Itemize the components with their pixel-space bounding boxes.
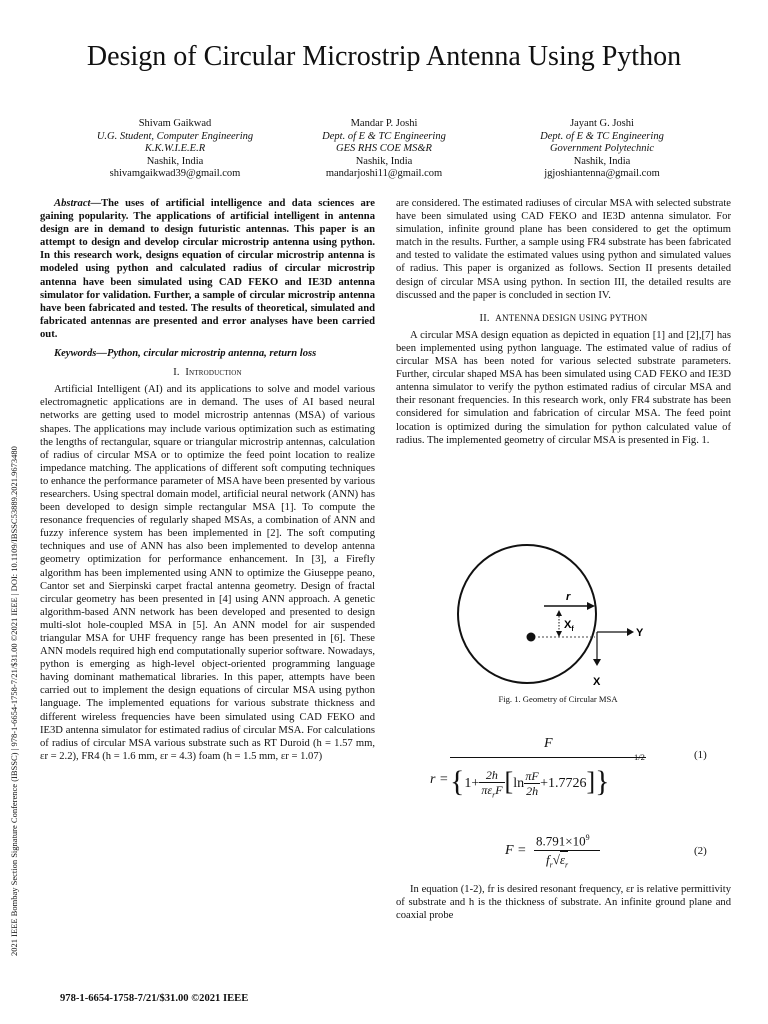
eq1-number: (1): [694, 749, 707, 761]
author-block-2: [264, 118, 504, 181]
radius-arrowhead: [587, 602, 595, 610]
section-title: ANTENNA DESIGN USING PYTHON: [495, 312, 648, 323]
eq2-exponent: 9: [585, 833, 590, 842]
design-paragraph: A circular MSA design equation as depicted in equation [1] and [2],[7] has been implemented using python language. The estimated value of radius of circular MSA has been noted for various selected substrate parameters. Further, circular shaped MSA has been simulated using CAD FEKO and IE3D antenna simulator to verify the python estimated radius of circular MSA and their resonant frequencies. In this research work, only FR4 substrate has been considered for simulation and fabrication of circular MSA. The feed point location is optimized during the simulation for python calculated value of radius. The implemented geometry of circular MSA is presented in Fig. 1.: [396, 329, 731, 446]
eq1-fraction-bar: [450, 757, 646, 758]
eq2-number: (2): [694, 845, 707, 857]
section-number: II.: [479, 312, 490, 324]
author-email[interactable]: jgjoshiantenna@gmail.com: [544, 168, 660, 180]
keywords: [40, 347, 375, 360]
intro-continued: are considered. The estimated radiuses of circular MSA with selected substrate have been simulated using CAD FEKO and IE3D antenna simulator. For simulation, infinite ground plane has been considered to get the optimum match in the results. Further, a sample using FR4 substrate has been fabricated and tested to validate the estimated values using python and simulated values of radius. This paper is organized as follows. Section II presents detailed design of circular MSA using python. In section III, the detailed results are discussed and the paper is concluded in section IV.: [396, 198, 731, 301]
author-role: Dept. of E & TC Engineering: [540, 130, 664, 142]
eq2-lhs: F =: [505, 843, 527, 858]
author-name: Shivam Gaikwad: [138, 118, 212, 129]
abstract: [40, 197, 375, 341]
eq1-denominator: {1+2h $\pi\varepsilon_rF[\ln\frac{\pi F}{2h}+1.7726]$}: [450, 765, 610, 800]
keywords-text: —Python, circular microstrip antenna, return loss: [96, 348, 317, 360]
label-r: r: [566, 591, 571, 603]
equation-explanation: In equation (1-2), fr is desired resonant frequency, εr is relative permittivity of substrate and h is the thickness of substrate. An infinite ground plane and coaxial probe: [396, 884, 731, 922]
section-heading-2: [396, 312, 731, 325]
author-email[interactable]: mandarjoshi11@gmail.com: [325, 168, 443, 180]
label-x: X: [593, 676, 601, 688]
footer-isbn: 978-1-6654-1758-7/21/$31.00 ©2021 IEEE: [60, 993, 249, 1004]
abstract-text: —The uses of artificial intelligence and data sciences are gaining popularity. The applications of artificial intelligent in antenna design are in demand to design futuristic antennas. This paper is an attempt to design and develop circular microstrip antenna using python. In this research work, designs equation of circular microstrip antenna is modeled using python and calculated radius of circular microstrip antenna have been simulated using CAD FEKO and IE3D antenna simulator for validation. Further, a sample of circular microstrip antenna have been fabricated and tested. The results of theoretical, simulated and fabricated antennas are presented and error analyses have been carried out.: [40, 198, 375, 340]
patch-circle: [458, 545, 596, 683]
author-email[interactable]: shivamgaikwad39@gmail.com: [109, 168, 241, 180]
intro-paragraph: Artificial Intelligent (AI) and its applications to solve and model various electromagnetic applications are in demand. The uses of AI based neural networks are getting used to model microstrip antennas (MSA) of various shapes. The applications may include various optimization such as estimating the lengths of rectangular, square or triangular microstrip antennas, calculation of radius of circular MSA or to optimize the feed point location to realize impedance matching. The applications of different soft computing techniques to enhance the performance parameter of MSA have been presented by various researchers. Using spectral domain model, artificial neural network (ANN) has been developed to design simple rectangular MSA [1]. To compute the resonance frequencies of regularly shaped MSAs, a combination of ANN and fuzzy inference system has been implemented in [2]. The soft computing techniques and use of ANN has also been implemented to develop antenna geometry optimization for performance enhancement. In [3], a Firefly algorithm has been implemented using ANN to optimize the Giuseppe peano, Cantor set and Sierpinski carpet fractal antenna geometry. Design of fractal circular geometry has been presented in [4] using ANN approach. A genetic algorithm-based ANN network has been developed and presented to design multi-slot hole-coupled MSA in [5]. An ANN model for air suspended triangular MSA for UHF frequency range has been presented in [6]. These ANN models required high end computationally superior software. Nowadays, python is emerging as high-level object-oriented programming language having dominant mathematical libraries. In this paper, attempts have been carried out to implement the design equations of circular MSA using python language. The implemented equations for various substrate thickness and different wireless frequencies have been simulated using CAD FEKO and IE3D antenna simulator for estimated radius of circular MSA. For calculations of radius of circular MSA various substrate such as RT Duroid (h = 1.57 mm, εr = 2.2), FR4 (h = 1.6 mm, εr = 4.3) foam (h = 1.5 mm, εr = 1.07): [40, 384, 375, 762]
label-y: Y: [636, 627, 644, 639]
left-column: [40, 197, 375, 763]
author-role: Dept. of E & TC Engineering: [322, 130, 446, 142]
author-block-1: [55, 118, 295, 181]
author-city: Nashik, India: [355, 155, 413, 167]
author-org: Government Polytechnic: [549, 143, 655, 155]
feed-point: [527, 633, 536, 642]
label-xf: $X_f$: [564, 619, 574, 633]
figure-circular-msa: [452, 538, 652, 690]
xf-arrowhead-up: [556, 610, 562, 616]
sidebar-citation: 2021 IEEE Bombay Section Signature Conference (IBSSC) | 978-1-6654-1758-7/21/$31.00 ©2021 IEEE | DOI: 10.1109/IBSSC53889.2021.9673480: [9, 446, 19, 956]
author-name: Mandar P. Joshi: [350, 118, 418, 129]
eq2-numerator: [536, 833, 590, 849]
keywords-label: Keywords: [54, 348, 97, 360]
eq2-mantissa: 8.791×10: [536, 833, 586, 849]
xf-arrowhead-down: [556, 631, 562, 637]
paper-title: Design of Circular Microstrip Antenna Using Python: [86, 41, 682, 72]
x-arrowhead: [593, 659, 601, 666]
author-name: Jayant G. Joshi: [570, 118, 634, 129]
author-org: K.K.W.I.E.E.R: [144, 143, 206, 155]
right-column-top: [396, 197, 731, 447]
abstract-label: Abstract: [54, 198, 91, 209]
author-city: Nashik, India: [146, 155, 204, 167]
author-org: GES RHS COE MS&R: [336, 143, 432, 155]
eq2-denominator: $f_r√\varepsilon_r$: [546, 852, 569, 870]
right-column-bottom: [396, 883, 731, 922]
eq1-lhs: r =: [430, 772, 449, 787]
figure-caption: Fig. 1. Geometry of Circular MSA: [498, 694, 618, 704]
author-city: Nashik, India: [573, 155, 631, 167]
y-arrowhead: [627, 628, 634, 636]
author-block-3: [482, 118, 722, 181]
eq1-exponent: 1/2: [634, 752, 645, 762]
section-title: Introduction: [185, 367, 242, 379]
eq1-numerator: F: [544, 736, 553, 751]
section-heading-1: [40, 366, 375, 379]
section-number: I.: [173, 367, 180, 379]
author-role: U.G. Student, Computer Engineering: [96, 130, 254, 142]
